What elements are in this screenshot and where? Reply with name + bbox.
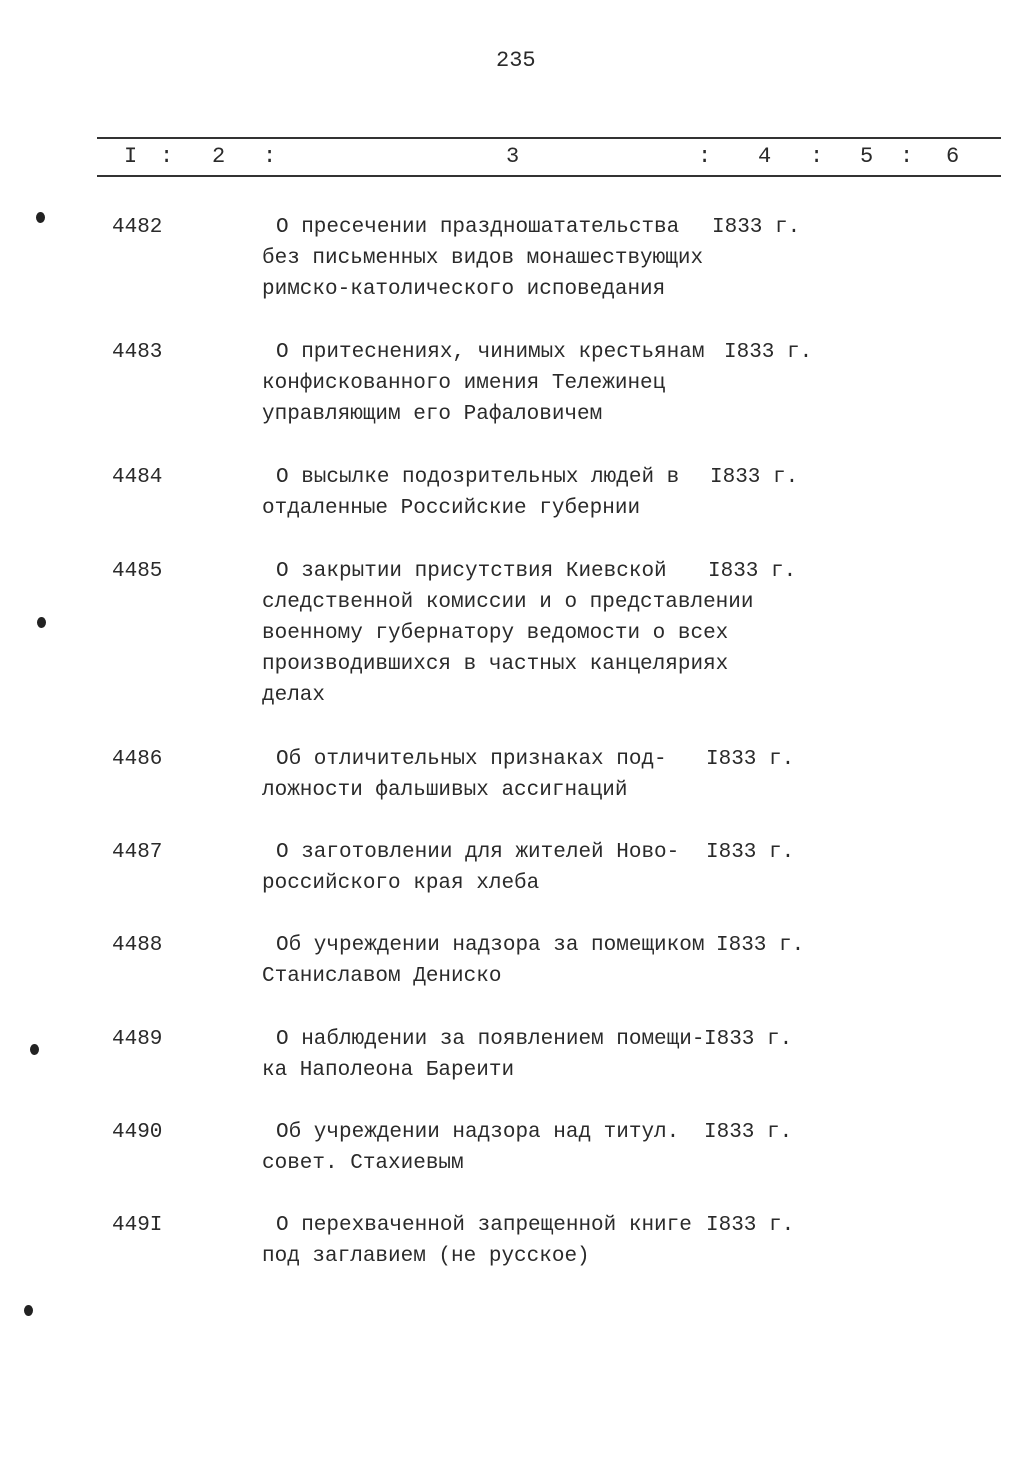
entry-year: I833 г. (716, 934, 805, 957)
entry-year: I833 г. (704, 1121, 793, 1144)
entry-number: 4484 (112, 466, 163, 489)
entry-number: 4490 (112, 1121, 163, 1144)
entry-year: I833 г. (712, 216, 801, 239)
entry-number: 4486 (112, 748, 163, 771)
entry-title-line: Об учреждении надзора над титул. (276, 1121, 680, 1144)
entry-title-line: производившихся в частных канцеляриях (262, 653, 729, 676)
entry-year: I833 г. (724, 341, 813, 364)
header-top-rule (97, 137, 1001, 139)
entry-title-line: делах (262, 684, 326, 707)
page-number: 235 (496, 48, 536, 73)
column-header-3: 3 (506, 144, 520, 169)
entry-title (262, 1024, 704, 1086)
entry-title-line: Об отличительных признаках под- (276, 748, 667, 771)
entry-title-line: ка Наполеона Бареити (262, 1059, 515, 1082)
column-separator: : (160, 144, 174, 169)
entry-year: I833 г. (708, 560, 797, 583)
column-header-1: I (124, 144, 138, 169)
entry-title-line: римско-католического исповедания (262, 278, 666, 301)
column-header-6: 6 (946, 144, 960, 169)
entry-number: 4483 (112, 341, 163, 364)
column-header-2: 2 (212, 144, 226, 169)
entry-number: 4488 (112, 934, 163, 957)
column-separator: : (698, 144, 712, 169)
entry-title-line: управляющим его Рафаловичем (262, 403, 603, 426)
entry-title (262, 930, 704, 992)
entry-title-line: О наблюдении за появлением помещи- (276, 1028, 705, 1051)
column-separator: : (900, 144, 914, 169)
column-separator: : (810, 144, 824, 169)
entry-title (262, 744, 667, 806)
entry-year: I833 г. (710, 466, 799, 489)
entry-title (262, 1210, 692, 1272)
entry-title-line: О перехваченной запрещенной книге (276, 1214, 692, 1237)
entry-title-line: без письменных видов монашествующих (262, 247, 704, 270)
column-separator: : (263, 144, 277, 169)
entry-title-line: конфискованного имения Тележинец (262, 372, 666, 395)
entry-title-line: отдаленные Российские губернии (262, 497, 641, 520)
entry-title-line: Станиславом Дениско (262, 965, 502, 988)
entry-title-line: под заглавием (не русское) (262, 1245, 590, 1268)
entry-year: I833 г. (706, 1214, 795, 1237)
entry-title-line: О закрытии присутствия Киевской (276, 560, 667, 583)
entry-title-line: военному губернатору ведомости о всех (262, 622, 729, 645)
entry-title (262, 337, 704, 430)
punch-hole-mark (37, 617, 46, 628)
punch-hole-mark (24, 1305, 33, 1316)
entry-title (262, 212, 703, 305)
entry-title-line: совет. Стахиевым (262, 1152, 464, 1175)
entry-title-line: ложности фальшивых ассигнаций (262, 779, 628, 802)
entry-title (262, 556, 753, 711)
entry-title (262, 1117, 679, 1179)
entry-title (262, 837, 679, 899)
entry-year: I833 г. (706, 748, 795, 771)
column-header-4: 4 (758, 144, 772, 169)
column-header-5: 5 (860, 144, 874, 169)
entry-title-line: О заготовлении для жителей Ново- (276, 841, 680, 864)
header-bottom-rule (97, 175, 1001, 177)
entry-number: 4485 (112, 560, 163, 583)
entry-year: I833 г. (706, 841, 795, 864)
entry-title-line: О высылке подозрительных людей в (276, 466, 680, 489)
entry-number: 4489 (112, 1028, 163, 1051)
entry-title-line: Об учреждении надзора за помещиком (276, 934, 705, 957)
entry-title-line: российского края хлеба (262, 872, 540, 895)
punch-hole-mark (30, 1044, 39, 1055)
entry-number: 449I (112, 1214, 163, 1237)
entry-number: 4482 (112, 216, 163, 239)
entry-title-line: О пресечении празднoшатательства (276, 216, 680, 239)
entry-number: 4487 (112, 841, 163, 864)
entry-title (262, 462, 679, 524)
entry-title-line: О притеснениях, чинимых крестьянам (276, 341, 705, 364)
entry-title-line: следственной комиссии и о представлении (262, 591, 754, 614)
entry-year: I833 г. (704, 1028, 793, 1051)
punch-hole-mark (36, 212, 45, 223)
